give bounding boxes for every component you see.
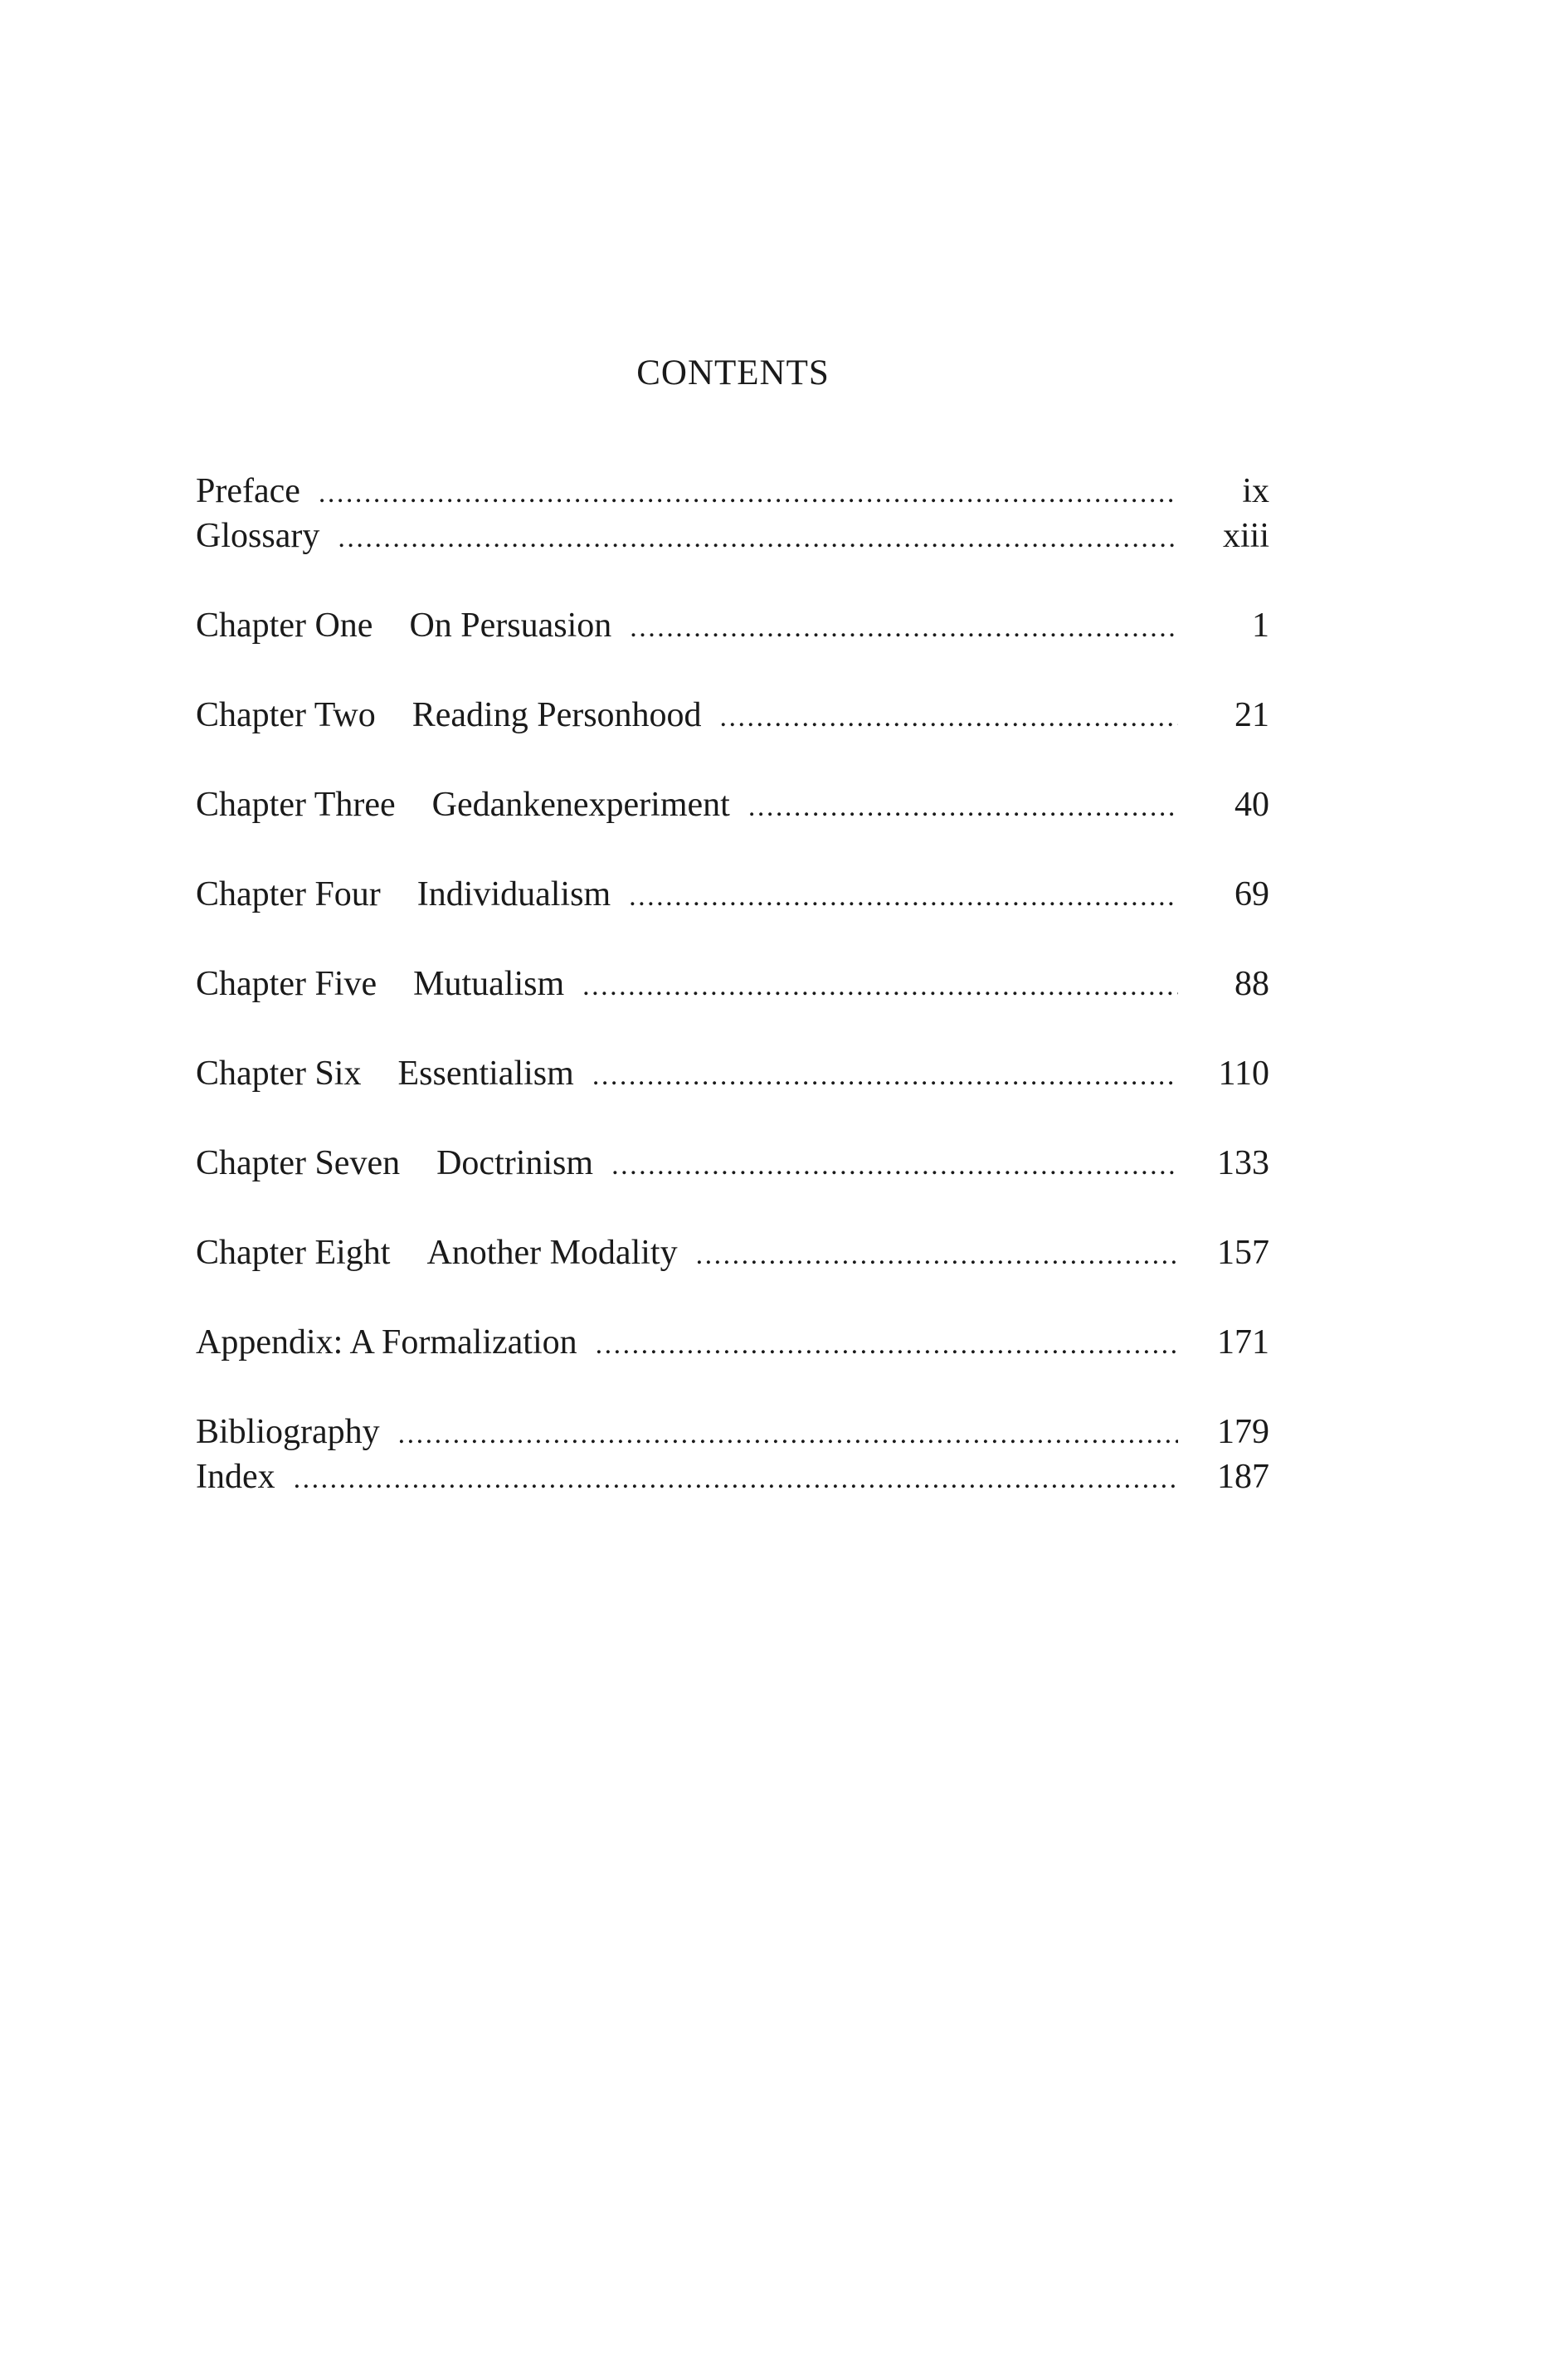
dot-leader [319, 471, 1178, 516]
toc-page-number: xiii [1222, 517, 1269, 555]
toc-entry-chapter-six[interactable] [196, 1051, 1269, 1096]
toc-entry-label: Another Modality [426, 1234, 678, 1272]
toc-page-number: 133 [1217, 1144, 1269, 1182]
dot-leader [720, 695, 1178, 740]
toc-entry-appendix[interactable] [196, 1320, 1269, 1365]
toc-page-number: 88 [1234, 965, 1269, 1003]
dot-leader [294, 1457, 1178, 1502]
toc-entry-label: Index [196, 1458, 275, 1496]
toc-chapter-number: Chapter Four [196, 875, 381, 913]
toc-page-number: 40 [1234, 786, 1269, 824]
toc-entry-preface[interactable] [196, 469, 1269, 514]
toc-entry-label: Bibliography [196, 1413, 380, 1451]
toc-chapter-number: Chapter Five [196, 965, 377, 1003]
toc-chapter-number: Chapter One [196, 607, 373, 645]
dot-leader [630, 606, 1178, 650]
toc-entry-chapter-seven[interactable] [196, 1141, 1269, 1186]
toc-page-number: ix [1242, 472, 1269, 510]
toc-entry-index[interactable] [196, 1454, 1269, 1499]
toc-page-number: 21 [1234, 696, 1269, 734]
dot-leader [629, 874, 1178, 919]
toc-entry-label: Glossary [196, 517, 320, 555]
toc-chapter-number: Chapter Eight [196, 1234, 391, 1272]
toc-entry-label: Gedankenexperiment [431, 786, 730, 824]
toc-entry-label: On Persuasion [409, 607, 612, 645]
toc-entry-chapter-five[interactable] [196, 962, 1269, 1006]
toc-entry-label: Appendix: A Formalization [196, 1323, 577, 1362]
dot-leader [582, 964, 1178, 1009]
dot-leader [696, 1233, 1178, 1278]
toc-entry-chapter-one[interactable] [196, 603, 1269, 648]
toc-entry-label: Preface [196, 472, 300, 510]
toc-entry-chapter-two[interactable] [196, 693, 1269, 738]
toc-chapter-number: Chapter Two [196, 696, 376, 734]
toc-chapter-number: Chapter Six [196, 1055, 362, 1093]
toc-page-number: 171 [1217, 1323, 1269, 1362]
toc-entry-bibliography[interactable] [196, 1410, 1269, 1454]
toc-page-number: 69 [1234, 875, 1269, 913]
dot-leader [338, 516, 1178, 561]
toc-entry-glossary[interactable] [196, 514, 1269, 558]
toc-page-number: 1 [1252, 607, 1269, 645]
toc-chapter-number: Chapter Three [196, 786, 396, 824]
dot-leader [611, 1143, 1178, 1188]
toc-page-number: 110 [1218, 1055, 1269, 1093]
dot-leader [748, 785, 1178, 830]
dot-leader [592, 1054, 1178, 1099]
dot-leader [398, 1412, 1178, 1457]
toc-entry-chapter-eight[interactable] [196, 1230, 1269, 1275]
toc-entry-chapter-four[interactable] [196, 872, 1269, 917]
toc-entry-label: Mutualism [413, 965, 565, 1003]
toc-chapter-number: Chapter Seven [196, 1144, 401, 1182]
toc-entry-label: Individualism [416, 875, 611, 913]
toc-entry-label: Doctrinism [436, 1144, 594, 1182]
toc-entry-chapter-three[interactable] [196, 782, 1269, 827]
dot-leader [596, 1323, 1178, 1367]
page-title: CONTENTS [636, 353, 830, 392]
toc-entry-label: Essentialism [397, 1055, 574, 1093]
toc-page-number: 157 [1217, 1234, 1269, 1272]
toc-page-number: 179 [1217, 1413, 1269, 1451]
toc-page-number: 187 [1217, 1458, 1269, 1496]
toc-entry-label: Reading Personhood [411, 696, 702, 734]
table-of-contents [196, 469, 1269, 1499]
